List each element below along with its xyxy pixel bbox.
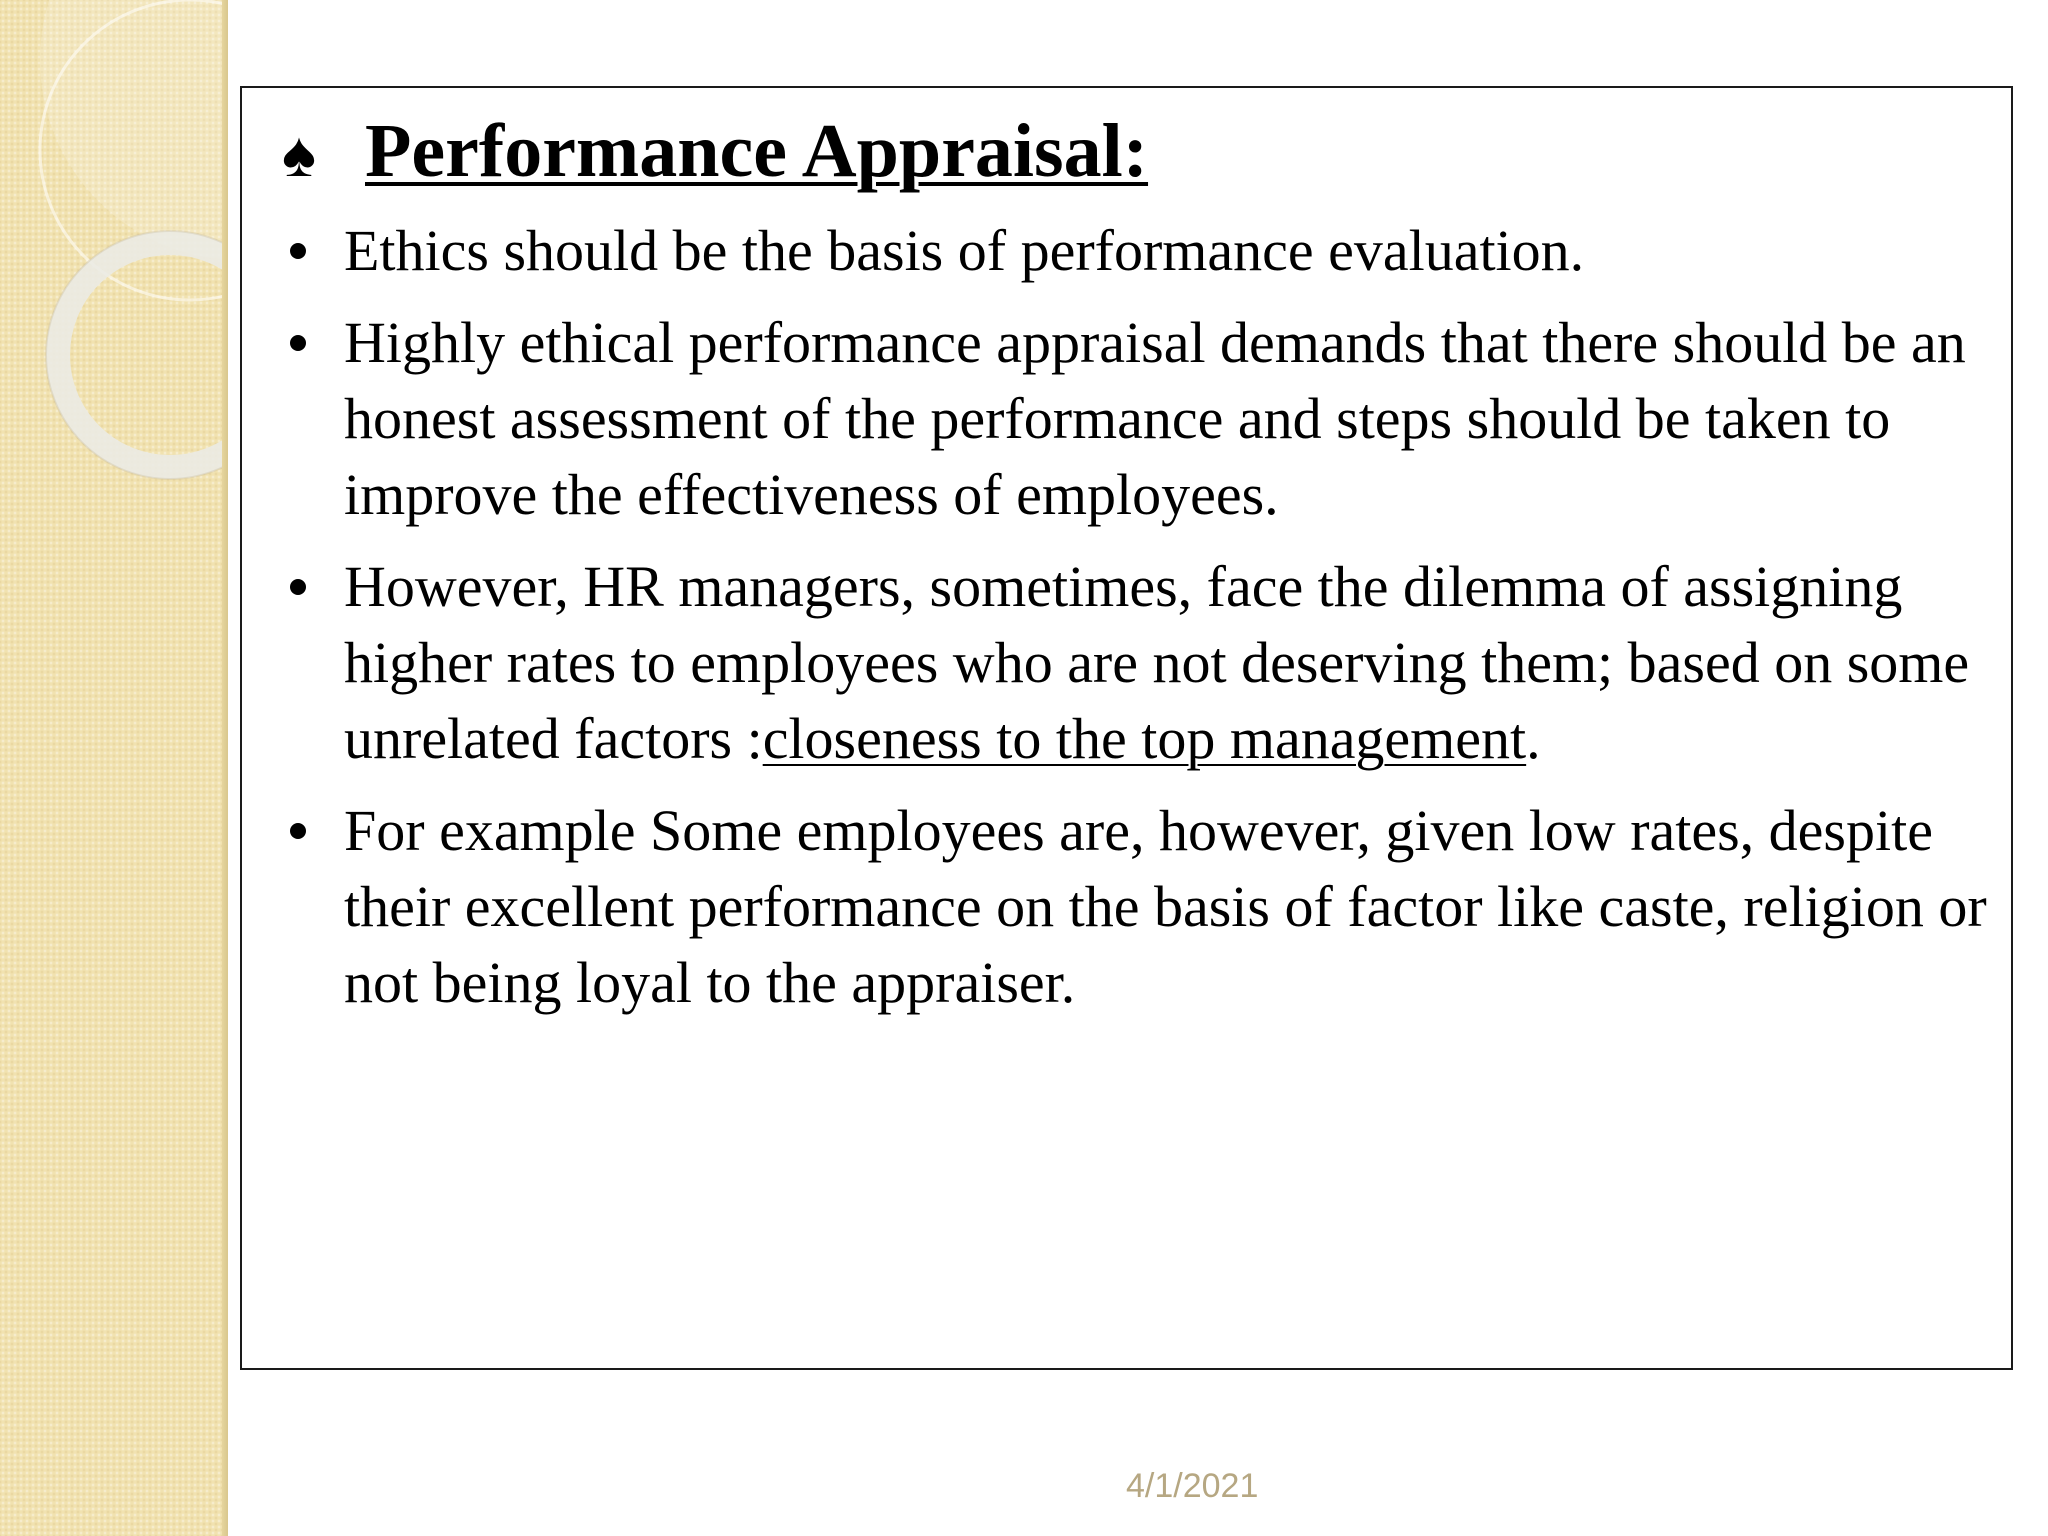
bullet-text: Ethics should be the basis of performance evaluation. xyxy=(344,218,1585,283)
bullet-text-end: . xyxy=(1526,706,1541,771)
bullet-dot-icon xyxy=(290,335,306,351)
decorative-sidebar xyxy=(0,0,228,1536)
bullet-item xyxy=(282,213,2002,289)
bullet-text: For example Some employees are, however, given low rates, despite their excellent performance on the basis of factor like caste, religion or not being loyal to the appraiser. xyxy=(344,798,1987,1015)
bullet-text: Highly ethical performance appraisal demands that there should be an honest assessment of the performance and steps should be taken to improve the effectiveness of employees. xyxy=(344,310,1966,527)
bullet-item xyxy=(282,305,2002,533)
slide-heading xyxy=(282,106,1148,197)
bullet-list xyxy=(282,213,2002,1037)
bullet-dot-icon xyxy=(290,823,306,839)
bullet-text: However, HR managers, sometimes, face the dilemma of assigning higher rates to employees who are not deserving them; based on some unrelated factors : xyxy=(344,554,1970,771)
underlined-phrase: closeness to the top management xyxy=(762,706,1527,771)
slide-date: 4/1/2021 xyxy=(1126,1467,1259,1505)
bullet-item xyxy=(282,549,2002,777)
bullet-dot-icon xyxy=(290,579,306,595)
bullet-item xyxy=(282,793,2002,1021)
sidebar-rings-decoration xyxy=(0,0,228,520)
content-box xyxy=(240,86,2013,1370)
heading-text: Performance Appraisal: xyxy=(365,109,1149,193)
spade-icon: ♠ xyxy=(282,119,316,190)
sidebar-edge xyxy=(222,0,228,1536)
bullet-dot-icon xyxy=(290,243,306,259)
